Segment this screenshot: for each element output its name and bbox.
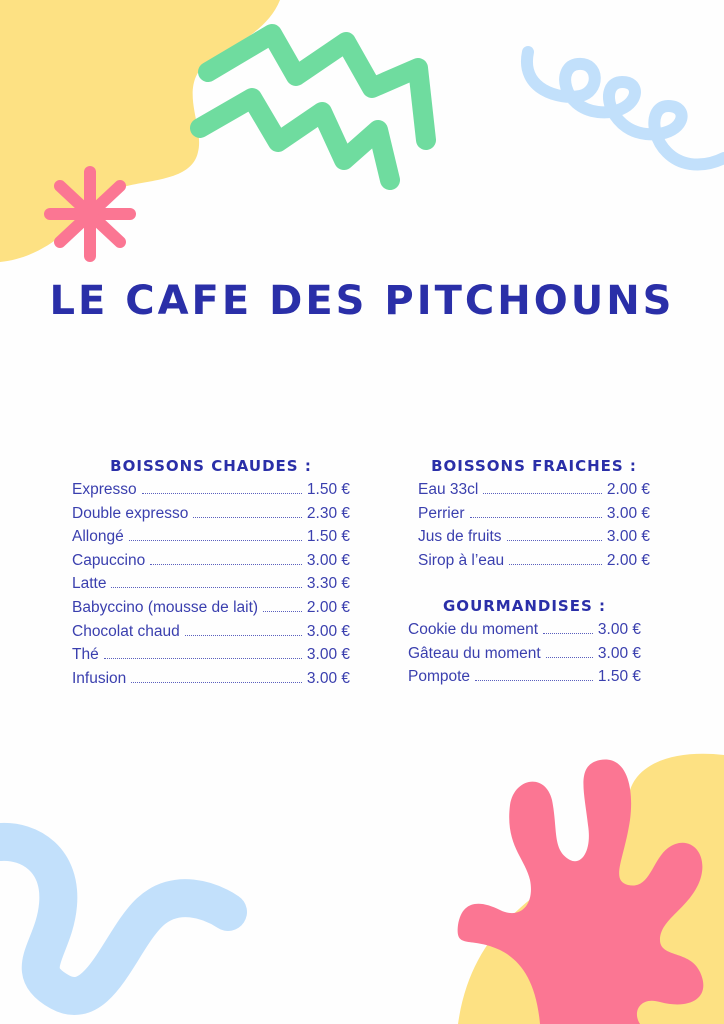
section-heading-boissons-chaudes: BOISSONS CHAUDES :	[110, 457, 312, 475]
menu-item-price: 2.00 €	[606, 551, 650, 569]
menu-item-name: Pompote	[408, 668, 471, 686]
menu-item-name: Allongé	[72, 528, 124, 546]
menu-item	[418, 528, 650, 552]
dotted-leader	[185, 635, 302, 636]
menu-item-price: 1.50 €	[597, 668, 641, 686]
menu-item	[72, 552, 350, 576]
menu-item-name: Eau 33cl	[418, 481, 479, 498]
dotted-leader	[263, 611, 302, 612]
dotted-leader	[150, 564, 302, 565]
menu-item-name: Sirop à l’eau	[418, 551, 505, 569]
yellow-blob-top-left	[0, 0, 280, 262]
menu-item	[408, 645, 641, 669]
menu-item-name: Thé	[72, 646, 99, 664]
dotted-leader	[546, 657, 593, 658]
menu-item-name: Infusion	[72, 669, 127, 687]
dotted-leader	[507, 540, 602, 541]
dotted-leader	[111, 587, 301, 588]
blue-wave	[0, 842, 228, 996]
menu-item-price: 1.50 €	[306, 481, 350, 498]
section-boissons-fraiches	[418, 457, 650, 575]
pink-asterisk	[50, 172, 130, 256]
menu-item	[72, 505, 350, 529]
menu-item	[72, 623, 350, 647]
menu-list-boissons-fraiches	[418, 481, 650, 575]
dotted-leader	[470, 517, 602, 518]
menu-item-price: 3.00 €	[597, 644, 641, 662]
menu-item-price: 3.00 €	[306, 551, 350, 569]
menu-item-name: Chocolat chaud	[72, 622, 180, 640]
menu-item-price: 2.30 €	[306, 504, 350, 522]
menu-list-gourmandises	[408, 621, 641, 692]
dotted-leader	[193, 517, 302, 518]
menu-item-price: 3.00 €	[606, 528, 650, 546]
menu-item-name: Perrier	[418, 504, 465, 522]
dotted-leader	[543, 633, 593, 634]
menu-item-name: Gâteau du moment	[408, 644, 541, 662]
menu-item-price: 2.00 €	[306, 598, 350, 616]
menu-item-price: 1.50 €	[306, 528, 350, 546]
section-gourmandises	[408, 597, 641, 692]
menu-item	[418, 481, 650, 505]
blue-spiral	[527, 52, 724, 165]
menu-item	[72, 481, 350, 505]
menu-item	[418, 505, 650, 529]
green-zigzag-2	[200, 98, 390, 180]
dotted-leader	[509, 564, 602, 565]
menu-item-price: 3.00 €	[306, 622, 350, 640]
menu-item-price: 3.00 €	[597, 621, 641, 638]
dotted-leader	[475, 680, 593, 681]
menu-item	[418, 552, 650, 576]
menu-item-name: Cookie du moment	[408, 621, 539, 638]
dotted-leader	[129, 540, 302, 541]
page-title: LE CAFE DES PITCHOUNS	[49, 278, 675, 324]
menu-item-name: Babyccino (mousse de lait)	[72, 598, 259, 616]
menu-item	[72, 599, 350, 623]
menu-item	[408, 668, 641, 692]
dotted-leader	[142, 493, 302, 494]
menu-list-boissons-chaudes	[72, 481, 350, 693]
menu-item-price: 2.00 €	[606, 481, 650, 498]
menu-item	[408, 621, 641, 645]
menu-item-name: Latte	[72, 575, 107, 593]
dotted-leader	[483, 493, 602, 494]
dotted-leader	[104, 658, 302, 659]
menu-item-name: Capuccino	[72, 551, 146, 569]
menu-item	[72, 646, 350, 670]
dotted-leader	[131, 682, 302, 683]
menu-item-price: 3.30 €	[306, 575, 350, 593]
menu-item-name: Jus de fruits	[418, 528, 502, 546]
section-heading-boissons-fraiches: BOISSONS FRAICHES :	[431, 457, 637, 475]
menu-item	[72, 670, 350, 694]
section-heading-gourmandises: GOURMANDISES :	[443, 597, 606, 615]
menu-item-price: 3.00 €	[306, 646, 350, 664]
menu-item-price: 3.00 €	[306, 669, 350, 687]
menu-item	[72, 528, 350, 552]
section-boissons-chaudes	[72, 457, 350, 693]
menu-item-name: Expresso	[72, 481, 137, 498]
menu-item	[72, 575, 350, 599]
menu-item-name: Double expresso	[72, 504, 189, 522]
menu-item-price: 3.00 €	[606, 504, 650, 522]
